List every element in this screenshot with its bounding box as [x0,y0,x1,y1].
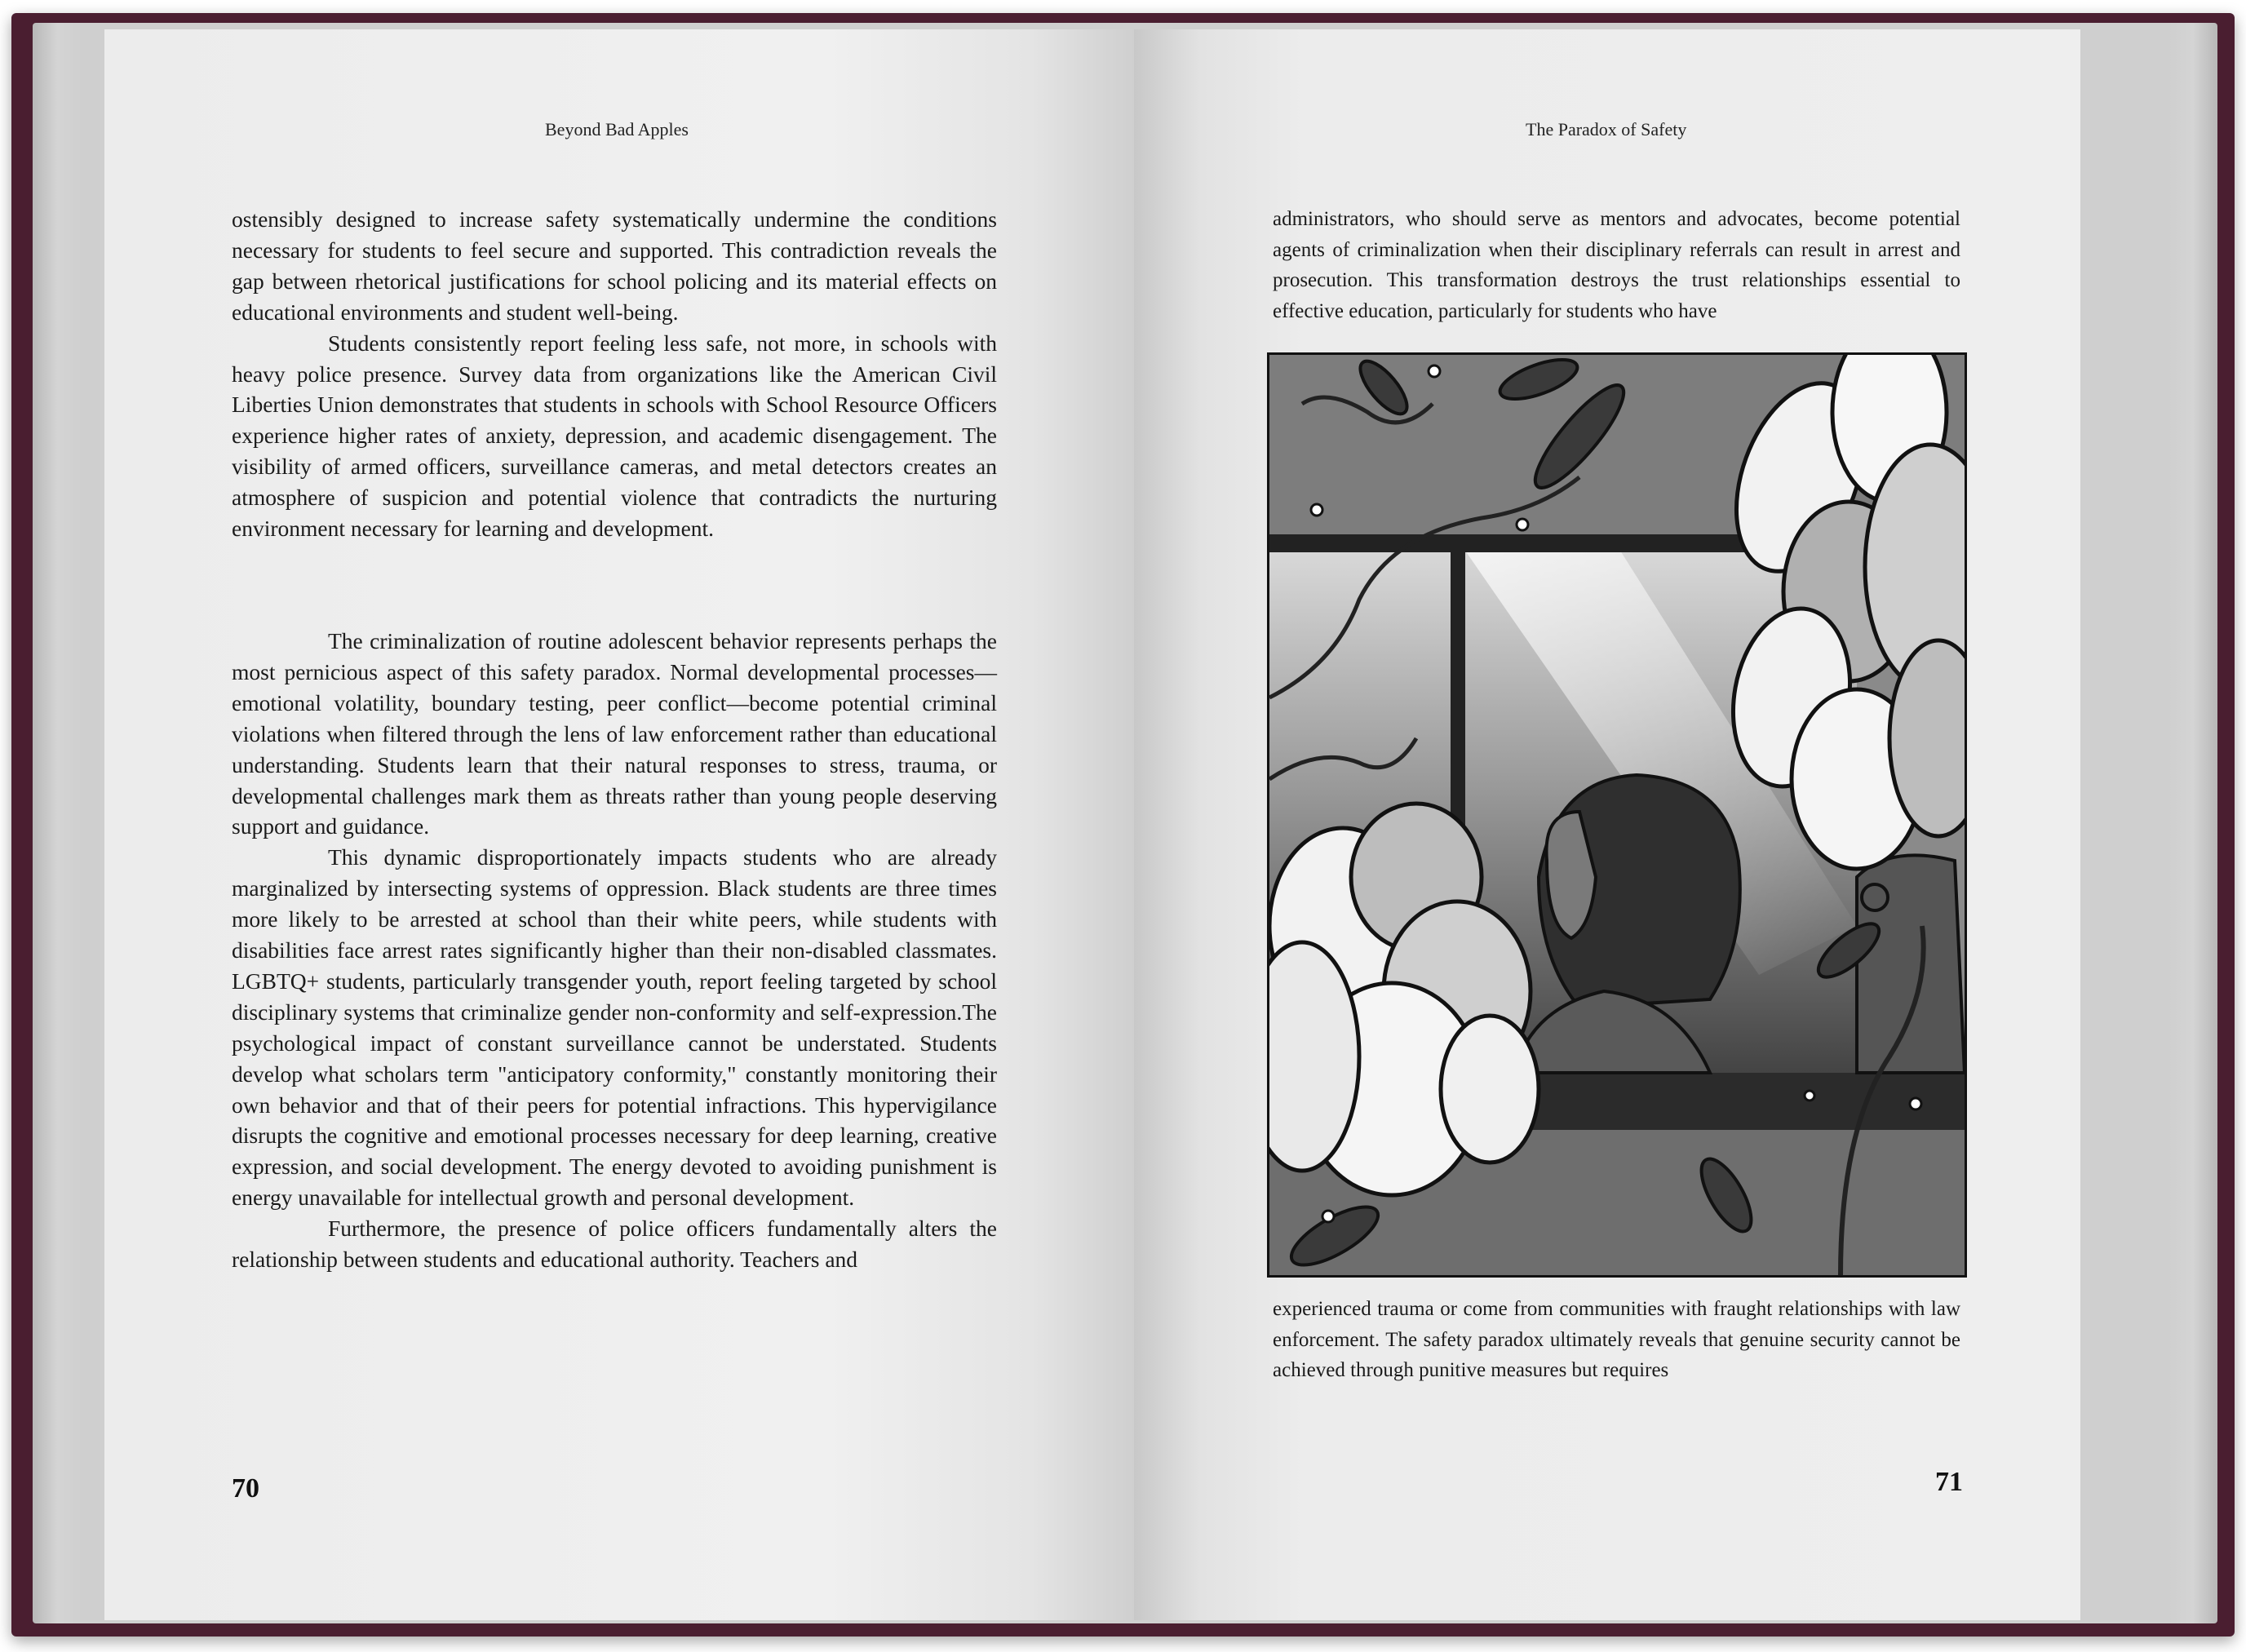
right-running-head: The Paradox of Safety [1526,119,1687,140]
left-paragraph: This dynamic disproportionately impacts students who are already marginalized by intersecting systems of oppression. Black students are three times more likely to be arrested at school than their white peers, while students with disabilities face arrest rates significantly higher than their non-disabled classmates. LGBTQ+ students, particularly transgender youth, report feeling targeted by school disciplinary systems that criminalize gender non-conformity and self-expression.The psychological impact of constant surveillance cannot be understated. Students develop what scholars term "anticipatory conformity," constantly monitoring their own behavior and that of their peers for potential infractions. This hypervigilance disrupts the cognitive and emotional processes necessary for deep learning, creative expression, and social development. The energy devoted to avoiding punishment is energy unavailable for intellectual growth and personal development. [232,844,997,1211]
left-paragraph: Furthermore, the presence of police officers fundamentally alters the relationship between students and educational authority. Teachers and [232,1216,997,1273]
right-paragraph-top: administrators, who should serve as mentors and advocates, become potential agents of criminalization when their disciplinary referrals can result in arrest and prosecution. This transformation destroys the trust relationships essential to effective education, particularly for students who have [1273,208,1960,322]
left-page-number: 70 [232,1473,259,1504]
left-paragraph: ostensibly designed to increase safety systematically undermine the conditions necessary for students to feel secure and supported. This contradiction reveals the gap between rhetorical justifications for school policing and its material effects on educational environments and student well-being. [232,206,997,325]
left-paragraph: Students consistently report feeling less safe, not more, in schools with heavy police presence. Survey data from organizations like the American Civil Liberties Union demonstrates that students in schools with School Resource Officers experience higher rates of anxiety, depression, and academic disengagement. The visibility of armed officers, surveillance cameras, and metal detectors creates an atmosphere of suspicion and potential violence that contradicts the nurturing environment necessary for learning and development. [232,330,997,542]
left-text-block [232,204,997,1275]
left-page [104,29,1134,1620]
right-page-number: 71 [1935,1467,1963,1497]
illustration [1267,352,1967,1278]
right-text-bottom [1273,1294,1960,1386]
right-text-top [1273,204,1960,326]
right-page [1134,29,2080,1620]
left-paragraph: The criminalization of routine adolescent behavior represents perhaps the most pernicious aspect of this safety paradox. Normal developmental processes—emotional volatility, boundary testing, peer conflict—become potential criminal violations when filtered through the lens of law enforcement rather than educational understanding. Students learn that their natural responses to stress, trauma, or developmental challenges mark them as threats rather than young people deserving support and guidance. [232,627,997,839]
right-paragraph-bottom: experienced trauma or come from communities with fraught relationships with law enforcement. The safety paradox ultimately reveals that genuine security cannot be achieved through punitive measures but requires [1273,1298,1960,1381]
left-running-head: Beyond Bad Apples [545,119,689,140]
